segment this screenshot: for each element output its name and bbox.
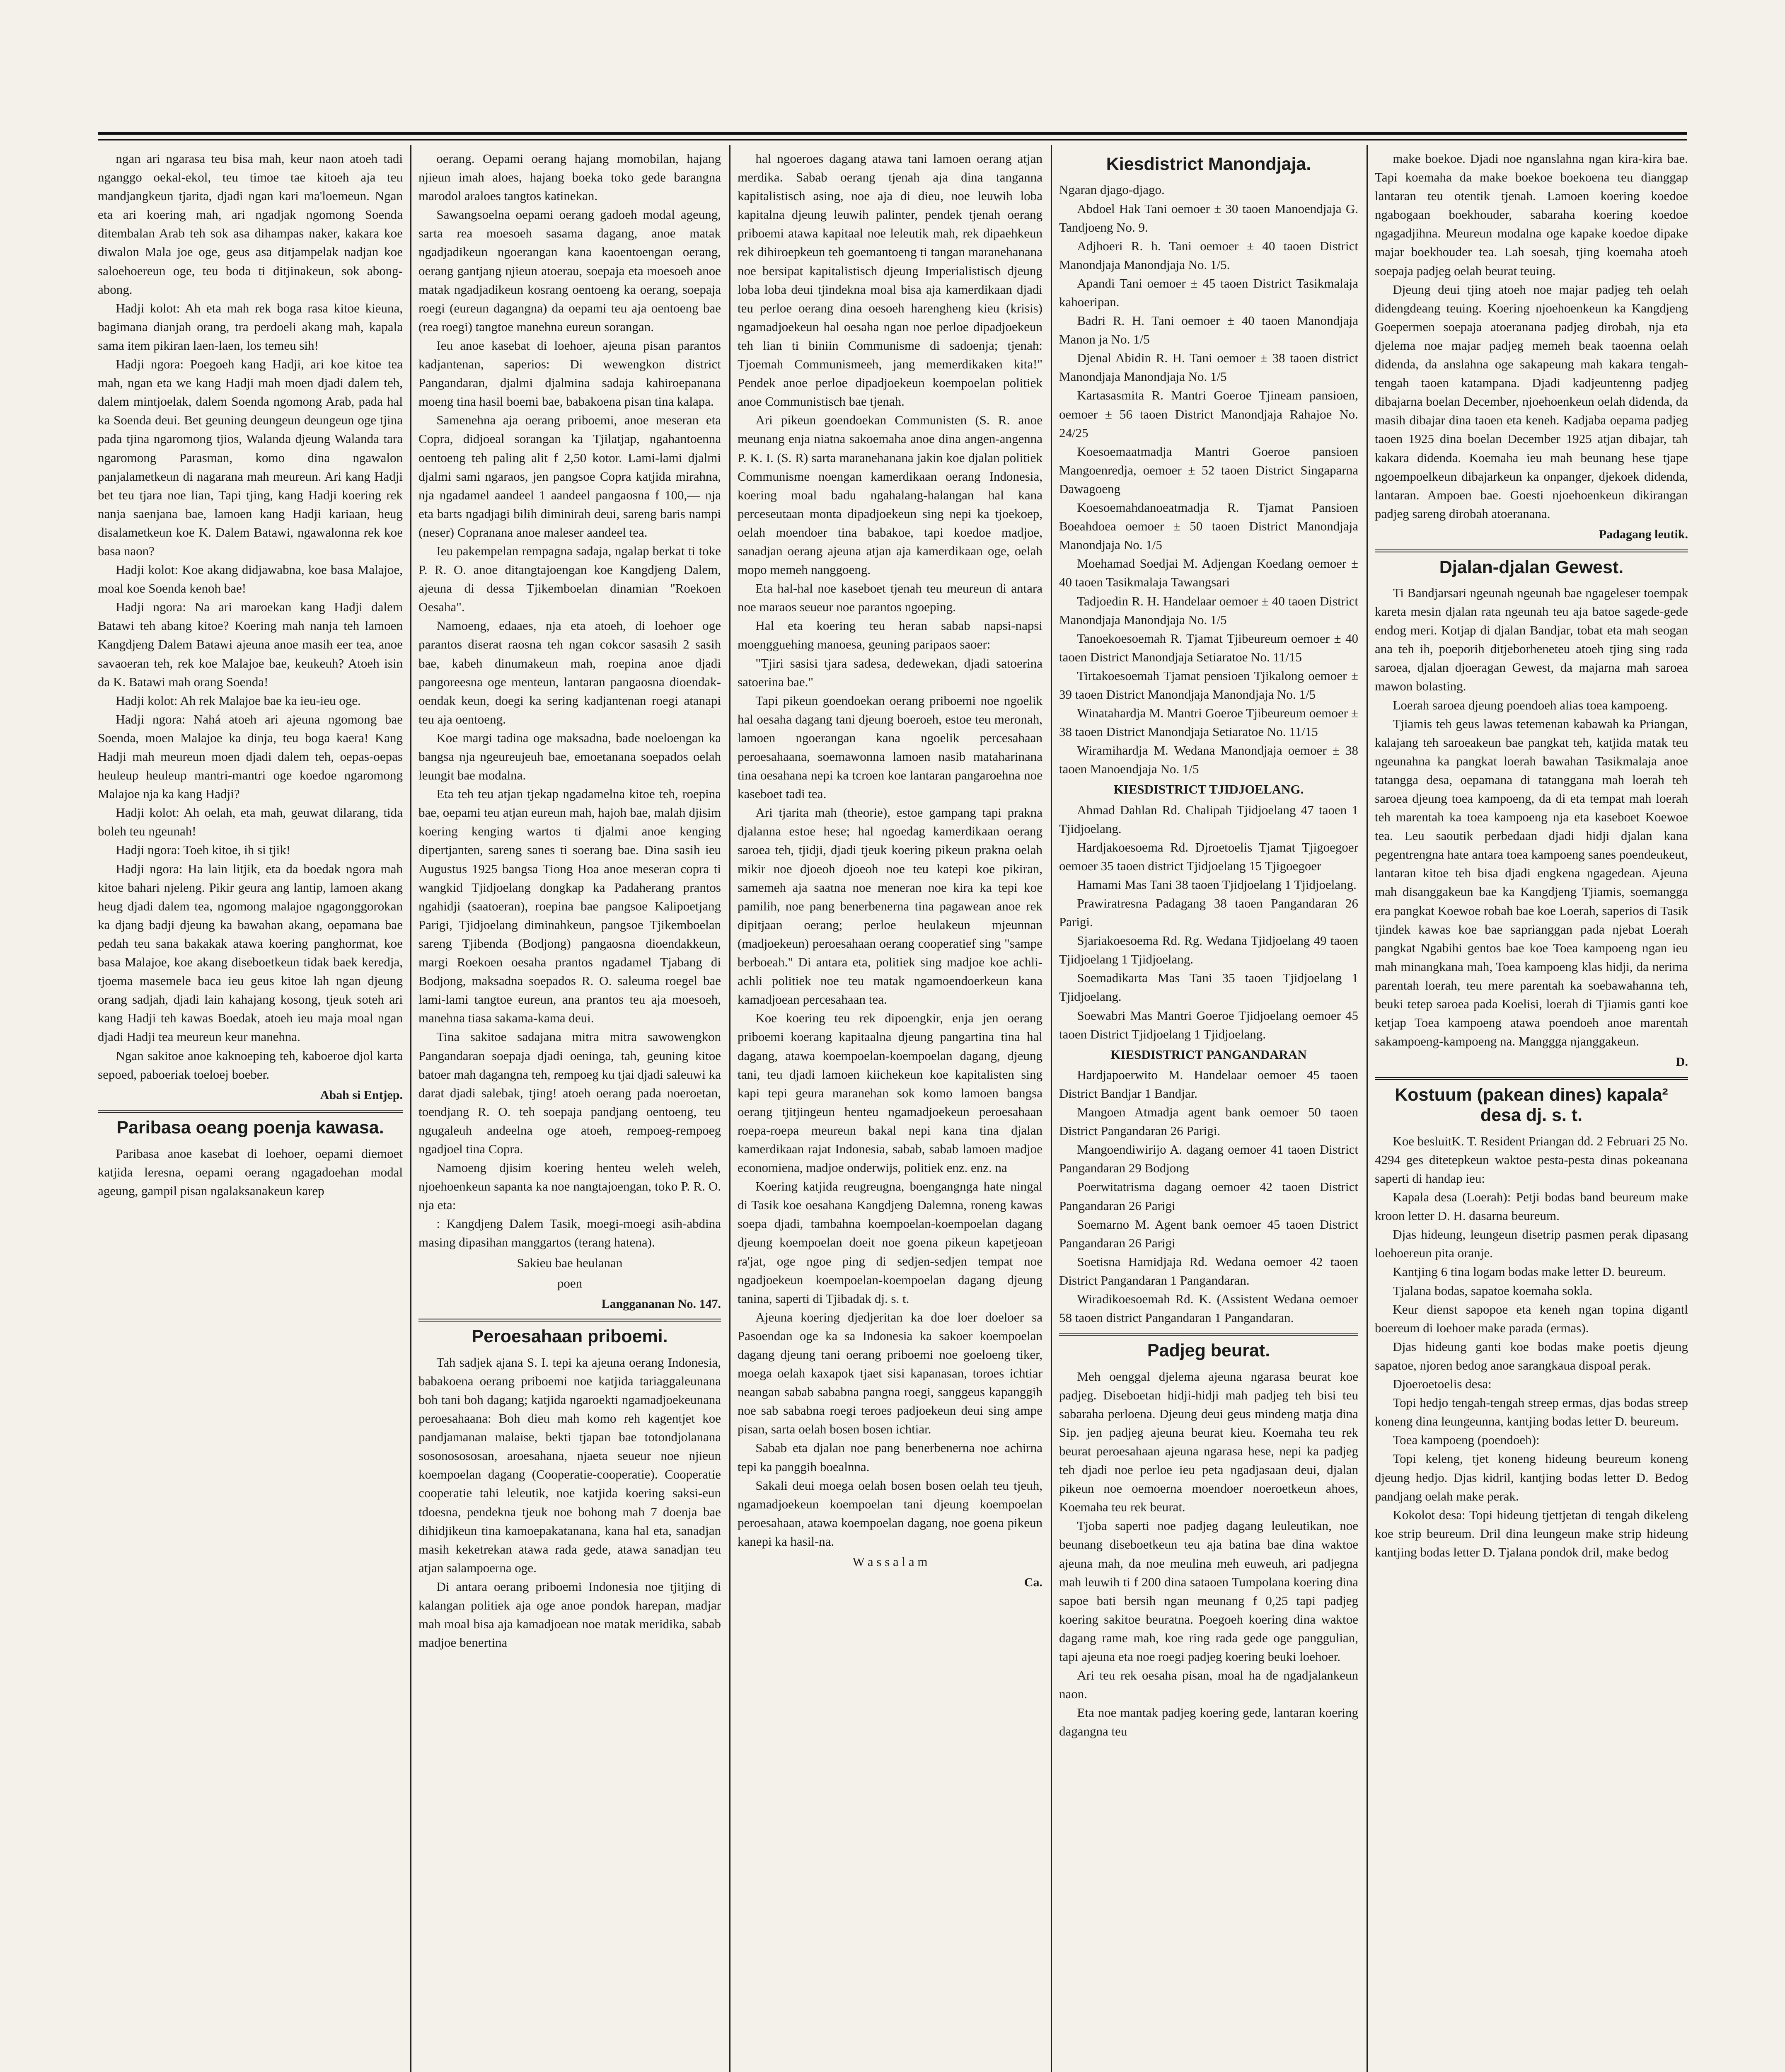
- section-rule: [1375, 1077, 1688, 1080]
- paragraph: make boekoe. Djadi noe nganslahna ngan kira-kira bae. Tapi koemaha da make boekoe boekoena teu dianggap lantaran teu otentik tjenah. Lamoen koering koedoe ngabogaan boekhouder, sabaraha koering koedoe ngagadjihna. Meureun modalna oge kapake koedoe dipake majar boekhouder tea. Lah soesah, tjing koemaha atoeh soepaja padjeg oelah beurat teuing.: [1375, 151, 1688, 278]
- candidate-entry: Djenal Abidin R. H. Tani oemoer ± 38 taoen district Manondjaja Manondjaja No. 1/5: [1059, 351, 1358, 384]
- column-3: [738, 149, 1042, 2072]
- paragraph: Hadji ngora: Poegoeh kang Hadji, ari koe kitoe tea mah, ngan eta we kang Hadji mah moen djadi dalem teh, dalem mintjoelak, dalem Soenda ngomong Arab, pada hal ka Soenda deui. Bet geuning deungeun deungeun oge tjina pada tjina ngaromong tjios, Walanda djeung Walanda tara ngaromong Parasman, komo dina ngawalon panjalametkeun di nagarana mah meureun. Ari kang Hadji bet teu tjara noe lian, Tapi tjing, kang Hadji koering rek nanja saenjana bae, lamoen kang Hadji kariaan, heug disalametkeun koe K. Dalem Batawi, ngawalonna rek koe basa naon?: [98, 357, 403, 558]
- paragraph: Sakali deui moega oelah bosen bosen oelah teu tjeuh, ngamadjoekeun koempoelan tani djeung koempoelan peroesahaan, atawa koempoelan dagang, noe goena pikeun kanepi ka hasil-na.: [738, 1478, 1042, 1549]
- paragraph: Hadji kolot: Ah eta mah rek boga rasa kitoe kieuna, bagimana dianjah orang, tra perdoeli akang mah, kapala sama item pikiran laen-laen, los temeu sih!: [98, 300, 403, 353]
- candidate-entry: Soemadikarta Mas Tani 35 taoen Tjidjoelang 1 Tjidjoelang.: [1059, 971, 1358, 1004]
- paragraph: Kokolot desa: Topi hideung tjettjetan di tengah dikeleng koe strip beureum. Dril dina leungeun make strip hideung kantjing bodas letter D. Tjalana pondok dril, make bedog: [1375, 1507, 1688, 1559]
- candidate-entry: Soetisna Hamidjaja Rd. Wedana oemoer 42 taoen District Pangandaran 1 Pangandaran.: [1059, 1254, 1358, 1288]
- subheading-tjidjoelang: KIESDISTRICT TJIDJOELANG.: [1113, 782, 1304, 797]
- candidate-entry: Prawiratresna Padagang 38 taoen Pangandaran 26 Parigi.: [1059, 896, 1358, 929]
- candidate-entry: Koesoemaatmadja Mantri Goeroe pansioen Mangoenredja, oemoer ± 52 taoen District Singaparna Dawagoeng: [1059, 444, 1358, 496]
- article-peroesahaan-cont: [738, 149, 1042, 1551]
- article-dialogue: [98, 149, 403, 1084]
- paragraph: Hadji ngora: Toeh kitoe, ih si tjik!: [116, 842, 291, 857]
- column-2: [418, 149, 721, 2072]
- candidate-entry: Mangoen Atmadja agent bank oemoer 50 taoen District Pangandaran 26 Parigi.: [1059, 1105, 1358, 1138]
- headline-padjeg: Padjeg beurat.: [1147, 1341, 1270, 1361]
- candidate-entry: Hamami Mas Tani 38 taoen Tjidjoelang 1 Tjidjoelang.: [1077, 877, 1357, 892]
- paragraph: Koering katjida reugreugna, boengangnga hate ningal di Tasik koe oesahana Kangdjeng Dalemna, roneng kawas soepa djadi, tambahna koempoelan-koempoelan dagang djeung koempoelan doeit noe goena pikeun kapetjeoan ra'jat, oge ngoe ping di sedjen-sedjen tempat noe ngadjoekeun koempoelan-koempoelan dagang djeung tanina, saperti di Tjibadak dj. s. t.: [738, 1179, 1042, 1306]
- headline-djalan: Djalan-djalan Gewest.: [1439, 557, 1624, 577]
- subheading-pangandaran: KIESDISTRICT PANGANDARAN: [1110, 1047, 1307, 1062]
- paragraph: Hadji ngora: Ha lain litjik, eta da boedak ngora mah kitoe bahari njeleng. Pikir geura ang lantip, lamoen akang heug djadi dalem tea, ngomong malajoe ngagonggorokan ka djang badji djeung ka bawahan akang, oepamana bae pedah teu sana bakakak atawa koering panghormat, koe basa Malajoe, koe akang diseboetkeun tidak baek keredja, tjoema masemele baca ieu geus kitoe lah ngan djeung orang sadjah, djadi lain kahajang kosong, tjeuk soteh ari kang Hadji teh kawas Boedak, atoeh ieu maja moal ngan djadi Hadji tea meureun keur manehna.: [98, 861, 403, 1044]
- candidate-list-manondjaja: [1059, 199, 1358, 779]
- candidate-entry: Badri R. H. Tani oemoer ± 40 taoen Manondjaja Manon ja No. 1/5: [1059, 313, 1358, 347]
- closing-salutation: W a s s a l a m: [852, 1554, 928, 1569]
- headline-peroesahaan: Peroesahaan priboemi.: [472, 1326, 668, 1347]
- column-1: [98, 149, 403, 2072]
- paragraph: Sabab eta djalan noe pang benerbenerna noe achirna tepi ka panggih boealnna.: [738, 1440, 1042, 1474]
- paragraph: Hadji ngora: Nahá atoeh ari ajeuna ngomong bae Soenda, moen Malajoe ka dinja, teu boga kaera! Kang Hadji mah meureun moen djadi dalem teh, oepas-oepas heuleup heuleup mantri-mantri oge koedoe ngaromong Malajoe nja ka kang Hadji?: [98, 712, 403, 801]
- section-rule: [418, 1319, 721, 1322]
- paragraph: Topi hedjo tengah-tengah streep ermas, djas bodas streep koneng dina leungeunna, kantjing bodas letter D. beureum.: [1375, 1395, 1688, 1429]
- paragraph: oerang. Oepami oerang hajang momobilan, hajang njieun imah aloes, hajang boeka toko gede barangna marodol araloes tangtos katinekan.: [418, 151, 721, 203]
- article-signature: D.: [1676, 1055, 1688, 1069]
- candidate-entry: Abdoel Hak Tani oemoer ± 30 taoen Manoendjaja G. Tandjoeng No. 9.: [1059, 201, 1358, 235]
- article-oesaha: [418, 149, 721, 1252]
- paragraph: Hadji ngora: Na ari maroekan kang Hadji dalem Batawi teh abang kitoe? Koering mah nanja teh lamoen Kangdjeng Dalem Batawi ajeuna anoe masih eer tea, anoe savaoeran teh, rek koe Malajoe bae, keukeuh? Atoeh isin da K. Batawi mah orang Soenda!: [98, 600, 403, 689]
- paragraph: Ti Bandjarsari ngeunah ngeunah bae ngageleser toempak kareta mesin djalan rata ngeunah teu aja batoe sagede-gede endog meri. Kotjap di djalan Bandjar, tobat eta mah seogan ana teh ih, poeporih ditjeborheneteu atoeh tjing sing rada saroea, djalan djoeragan Gewest, da majarna mah saroea mawon bolasting.: [1375, 585, 1688, 694]
- article-padjeg-cont: [1375, 149, 1688, 523]
- headline-paribasa: Paribasa oeang poenja kawasa.: [116, 1118, 384, 1138]
- column-divider: [1367, 145, 1368, 2072]
- paragraph: ngan ari ngarasa teu bisa mah, keur naon atoeh tadi nganggo oekal-ekol, teu timoe tae kitoeh aja teu mandjangkeun tjarita, djadi ngan kari ma'loemeun. Ngan eta ari koering mah, ari ngadjak ngomong Soenda ditembalan Arab teh sok asa dihampas naker, kakara koe diwalon Mala joe oge, geus asa ditjampelak nadjan koe saloehoereun oge, teu boda ti ditjinakeun, sok abong-abong.: [98, 151, 403, 297]
- paragraph: Djas hideung ganti koe bodas make poetis djeung sapatoe, njoren bedog anoe sarangkaua dispoal perak.: [1375, 1339, 1688, 1372]
- paragraph: Ari tjarita mah (theorie), estoe gampang tapi prakna djalanna estoe hese; hal ngoedag kamerdikaan oerang saroea teh, tjidji, djadi tjeuk koering pikeun prakna oelah mikir noe djoeoh djoeoh noe teu katepi koe pikiran, samemeh aja saatna noe meneran noe kira ka tepi koe pamilih, noe pang benerbenerna tina pagawean anoe rek dipitjaan oerang; perloe heulakeun mjeunnan (madjoekeun) peroesahaan oerang cooperatief sing "sampe berboeah." Di antara eta, politiek sing madjoe koe achli-achli politiek noe teu matak ngamoendoerkeun kana kamadjoean percesahaan tea.: [738, 805, 1042, 1007]
- list-intro: Ngaran djago-djago.: [1059, 182, 1165, 197]
- column-5: [1375, 149, 1688, 2072]
- top-rule-thin: [98, 139, 1687, 140]
- candidate-list-pangandaran: [1059, 1065, 1358, 1327]
- paragraph: Ieu pakempelan rempagna sadaja, ngalap berkat ti toke P. R. O. anoe ditangtajoengan koe Kangdjeng Dalem, ajeuna di dessa Tjikemboelan dinamian "Roekoen Oesaha".: [418, 543, 721, 615]
- candidate-entry: Poerwitatrisma dagang oemoer 42 taoen District Pangandaran 26 Parigi: [1059, 1179, 1358, 1213]
- candidate-entry: Kartasasmita R. Mantri Goeroe Tjineam pansioen, oemoer ± 56 taoen District Manondjaja Rahajoe No. 24/25: [1059, 388, 1358, 440]
- paragraph: Paribasa anoe kasebat di loehoer, oepami diemoet katjida leresna, oepami oerang ngagadoehan modal ageung, gampil pisan ngalaksanakeun karep: [98, 1146, 403, 1198]
- paragraph: Keur dienst sapopoe eta keneh ngan topina digantl boereum di loehoer make parada (ermas).: [1375, 1302, 1688, 1335]
- headline-kiesdistrict: Kiesdistrict Manondjaja.: [1106, 154, 1311, 174]
- paragraph: Tjalana bodas, sapatoe koemaha sokla.: [1393, 1283, 1593, 1298]
- section-rule: [1059, 1333, 1358, 1336]
- article-signature: Padagang leutik.: [1599, 527, 1688, 541]
- paragraph: Djas hideung, leungeun disetrip pasmen perak dipasang loehoereun pita oranje.: [1375, 1227, 1688, 1261]
- candidate-entry: Soemarno M. Agent bank oemoer 45 taoen District Pangandaran 26 Parigi: [1059, 1217, 1358, 1250]
- paragraph: Ajeuna koering djedjeritan ka doe loer doeloer sa Pasoendan oge ka sa Indonesia ka sakoer koempoelan dagang djeung tani oerang priboemi noe goeloeng tiker, moega oelah kaxapok tjaet sisi kapanasan, toroes ichtiar neangan sabab sababna pangna roegi, sanggeus kapanggih noe sab sababna roegi teroes padjoekeun deui sing ampe pisan, sarta oelah bosen bosen ichtiar.: [738, 1310, 1042, 1437]
- paragraph: Koe koering teu rek dipoengkir, enja jen oerang priboemi koerang kapitaalna djeung pangartina tina hal dagang, atawa koempoelan-koempoelan dagang, djeung tani, teu djadi lamoen kiichekeun koe kapitalisten sing kapi tepi geura maranehan sok komo lamoen bangsa oerang tjitjingeun henteu ngamadjoekeun peroesahaan roepa-roepa meureun bakal nepi kana tina djalan kamerdikaan rajat Indonesia, sabab, sabab lamoen madjoe economiena, madjoe onderwijs, politiek enz. enz. na: [738, 1011, 1042, 1175]
- paragraph: Eta teh teu atjan tjekap ngadamelna kitoe teh, roepina bae, oepami teu atjan eureun mah, hajoh bae, malah djisim koering kenging wartos ti djalmi anoe kenging dipertjanten, sareng sanes ti soerang bae. Dina sasih ieu Augustus 1925 bangsa Tiong Hoa anoe meseran copra ti wangkid Tjidjoelang dongkap ka Padaherang prantos ngahidji (saatoeran), roepina bae pangsoe Kalipoetjang Parigi, Tjidjoelang diminahkeun, pangsoe Tjikemboelan sareng Tjibenda (Bodjong) pangaosna dioendakkeun, margi Roekoen oesaha prantos ngadamel Tjabang di Bodjong, maksadna soepados R. O. saleuma roegel bae lami-lami tangtoe eureun, ana prantos teu aja moesoeh, manehna tiasa sakama-kama deui.: [418, 787, 721, 1026]
- candidate-entry: Mangoendiwirijo A. dagang oemoer 41 taoen District Pangandaran 29 Bodjong: [1059, 1142, 1358, 1176]
- candidate-entry: Hardjapoerwito M. Handelaar oemoer 45 taoen District Bandjar 1 Bandjar.: [1059, 1067, 1358, 1101]
- signature-line-3: Langgananan No. 147.: [601, 1297, 721, 1311]
- column-divider: [1051, 145, 1052, 2072]
- paragraph: Djoeroetoelis desa:: [1393, 1377, 1492, 1392]
- candidate-entry: Moehamad Soedjai M. Adjengan Koedang oemoer ± 40 taoen Tasikmalaja Tawangsari: [1059, 556, 1358, 590]
- signature-line-1: Sakieu bae heulanan: [517, 1255, 623, 1270]
- column-divider: [410, 145, 411, 2072]
- article-peroesahaan: [418, 1353, 721, 1652]
- paragraph: Meh oenggal djelema ajeuna ngarasa beurat koe padjeg. Diseboetan hidji-hidji mah padjeg teh bisi teu sabaraha perloena. Djeung deui geus mindeng matja dina Sip. jen padjeg ajeuna beurat kieu. Koemaha teu rek beurat peroesahaan ajeuna ngarasa hese, nepi ka padjeg teh djadi noe perloe ieu peta ngadjasaan deui, djalan pikeun noe oemoerna moendoer noeroetkeun ahoes, Koemaha teu rek beurat.: [1059, 1369, 1358, 1515]
- article-signature: Abah si Entjep.: [320, 1088, 403, 1102]
- candidate-entry: Sjariakoesoema Rd. Rg. Wedana Tjidjoelang 49 taoen Tjidjoelang 1 Tjidjoelang.: [1059, 933, 1358, 967]
- candidate-entry: Soewabri Mas Mantri Goeroe Tjidjoelang oemoer 45 taoen District Tjidjoelang 1 Tjidjoelang.: [1059, 1008, 1358, 1041]
- paragraph: Hal eta koering teu heran sabab napsi-napsi moengguehing manoesa, geuning paripaos saoer:: [738, 618, 1042, 652]
- article-padjeg: [1059, 1367, 1358, 1741]
- candidate-entry: Ahmad Dahlan Rd. Chalipah Tjidjoelang 47 taoen 1 Tjidjoelang.: [1059, 802, 1358, 836]
- paragraph: Ari pikeun goendoekan Communisten (S. R. anoe meunang enja niatna sakoemaha anoe dina angen-angenna P. K. I. (S. R) sarta maranehanana jakin koe djalan politiek Communisme noengan kamerdikaan oerang Indonesia, koering moal badu ngahalang-halangan hal kana perceseutaan monta dipadjoekeun sing nepi ka tjoekoep, oelah moendoer tina babakoe, tapi koedoe madjoe, sanadjan oerang ajeuna atjan aja kamerdikaan oge, oelah mopo memeh nanggoeng.: [738, 413, 1042, 577]
- candidate-entry: Koesoemahdanoeatmadja R. Tjamat Pansioen Boeahdoea oemoer ± 50 taoen District Manondjaja Manondjaja No. 1/5: [1059, 500, 1358, 552]
- paragraph: Tapi pikeun goendoekan oerang priboemi noe ngoelik hal oesaha dagang tani djeung boeroeh, estoe teu meronah, lamoen ngoerangan kana ngoelik percesahaan peroesahaana, soemawonna lamoen nasib mataharinana tina oesahana nepi ka tcroen koe lantaran pangaroehna noe kaseboet tadi tea.: [738, 693, 1042, 801]
- candidate-entry: Wiramihardja M. Wedana Manondjaja oemoer ± 38 taoen Manoendjaja No. 1/5: [1059, 743, 1358, 777]
- paragraph: Samenehna aja oerang priboemi, anoe meseran eta Copra, didjoeal sorangan ka Tjilatjap, ngahantoenna oentoeng teh paling alit f 2,50 kotor. Lami-lami djalmi djalmi sami ngaraos, jen pangsoe Copra katjida mirahna, nja ngadamel aandeel 1 aandeel pangaosna f 100,— nja eta barts ngadjagi bilih diminirah deui, sareng baris nampi (neser) Copranana anoe maleser aandeel tea.: [418, 413, 721, 540]
- candidate-entry: Tirtakoesoemah Tjamat pensioen Tjikalong oemoer ± 39 taoen District Manondjaja Manondjaja No. 1/5: [1059, 668, 1358, 702]
- paragraph: Hadji kolot: Ah rek Malajoe bae ka ieu-ieu oge.: [116, 693, 361, 708]
- paragraph: Ari teu rek oesaha pisan, moal ha de ngadjalankeun naon.: [1059, 1668, 1358, 1702]
- paragraph: Toea kampoeng (poendoeh):: [1393, 1433, 1540, 1447]
- paragraph: Eta hal-hal noe kaseboet tjenah teu meureun di antara noe maraos seueur noe parantos ngoeping.: [738, 581, 1042, 615]
- paragraph: Sawangsoelna oepami oerang gadoeh modal ageung, sarta rea moesoeh sasama dagang, anoe matak ngadjadikeun ngoerangan kana kaoentoengan oerang, oerang gantjang njieun atoerau, soepaja eta moesoeh anoe matak ngadjadikeun kosrang oentoeng ka oerang, soepaja roegi (eureun dagangna) da oepami teu aja oentoeng bae (rea roegi) tangtoe manehna eureun sorangan.: [418, 207, 721, 334]
- paragraph: Hadji kolot: Koe akang didjawabna, koe basa Malajoe, moal koe Soenda kenoh bae!: [98, 562, 403, 596]
- article-djalan: [1375, 583, 1688, 1051]
- candidate-entry: Tanoekoesoemah R. Tjamat Tjibeureum oemoer ± 40 taoen District Manondjaja Setiaratoe No. 11/15: [1059, 631, 1358, 664]
- paragraph: Namoeng djisim koering henteu weleh weleh, njoehoenkeun sapanta ka noe nangtajoengan, toko P. R. O. nja eta:: [418, 1160, 721, 1213]
- paragraph: Topi keleng, tjet koneng hideung beureum koneng djeung hedjo. Djas kidril, kantjing bodas letter D. Bedog pandjang oelah make perak.: [1375, 1451, 1688, 1503]
- paragraph: Namoeng, edaaes, nja eta atoeh, di loehoer oge parantos diserat raosna teh ngan cokcor sasasih 2 sasih bae, kabeh dinumakeun mah, roepina anoe djadi pangoreesna oge menteun, lantaran pangaosna dioendak-oendak keun, doegi ka sering kadjantenan roegi atanapi teu aja oentoeng.: [418, 618, 721, 726]
- paragraph: Djeung deui tjing atoeh noe majar padjeg teh oelah didengdeang teuing. Koering njoehoenkeun ka Kangdjeng Goepermen soepaja atoeranana padjeg dirobah, nja eta djelema noe majar padjeg memeh beak taoenna oelah didenda, da anslahna oge sakapeung mah kakara tengah-tengah taoen katampana. Djadi kadjeuntenng padjeg dibajarna boelan December, njoehoenkeun oelah didenda, da masih dibajar dina taoen eta keneh. Kadjaba oepama padjeg taoen 1925 dina boelan December 1925 atjan dibajar, tah kakara didenda. Koemaha ieu mah beunang hese tjape ngoempoelkeun dibajarkeun ka onpanger, djekoek didenda, lantaran. Ampoen bae. Goesti njoehoenkeun dikirangan padjeg sareng dirobah atoeranana.: [1375, 282, 1688, 521]
- paragraph: "Tjiri sasisi tjara sadesa, dedewekan, djadi satoerina satoerina bae.": [738, 656, 1042, 689]
- candidate-entry: Tadjoedin R. H. Handelaar oemoer ± 40 taoen District Manondjaja Manondjaja No. 1/5: [1059, 593, 1358, 627]
- article-kostuum: [1375, 1132, 1688, 1561]
- paragraph: Ieu anoe kasebat di loehoer, ajeuna pisan parantos kadjantenan, saperios: Di wewengkon district Pangandaran, djalmi djalmina sadaja kahiroepanana moeng tina hasil boemi bae, babakoena pisan tina kalapa.: [418, 338, 721, 409]
- paragraph: Koe besluitK. T. Resident Priangan dd. 2 Februari 25 No. 4294 ges ditetepkeun waktoe pesta-pesta dinas pokeanana saperti di handap ieu:: [1375, 1133, 1688, 1186]
- article-signature: Ca.: [1024, 1576, 1042, 1590]
- article-paribasa: [98, 1144, 403, 1200]
- candidate-entry: Apandi Tani oemoer ± 45 taoen District Tasikmalaja kahoeripan.: [1059, 276, 1358, 309]
- candidate-list-tjidjoelang: [1059, 801, 1358, 1043]
- candidate-entry: Adjhoeri R. h. Tani oemoer ± 40 taoen District Manondjaja Manondjaja No. 1/5.: [1059, 238, 1358, 272]
- paragraph: Tjiamis teh geus lawas tetemenan kabawah ka Priangan, kalajang teh saroeakeun bae pangkat teh, katjida matak teu ngeunahna ka pangkat loerah bawahan Tasikmalaja anoe tatangga desa, oepamana di tatanggana mah loerah teh saroea djeung toea kampoeng, da di eta tempat mah loerah teh marentah ka toea kampoeng nja eta kaseboet Koewoe tea. Leu saoutik perbedaan djadi hidji djalan kana pegentrengna hate antara toea kampoeng sanes poendeukeut, lantaran kitoe teh bisa djadi engkena ngagedean. Ajeuna mah disanggakeun bae ka Kangdjeng Tjiamis, soemangga era pangkat Koewoe robah bae koe Loerah, saperios di Tasik tjindek kawas koe bae saprianggan pada njebat Loerah pangkat Ngabihi gentos bae koe Toea kampoeng ngan ieu mah minangkana mah, Toea kampoeng klas hidji, da nerima parentah loerah, teu mere parentah ka soebawahanna teh, beuki tetep saroea pada Koelisi, loerah di Tjiamis ganti koe ketjap Toea kampoeng atawa poendoeh anoe marentah sakampoeng-kampoeng na. Manggga njanggakeun.: [1375, 716, 1688, 1049]
- candidate-entry: Hardjakoesoema Rd. Djroetoelis Tjamat Tjigoegoer oemoer 35 taoen district Tjidjoelang 15 Tjigoegoer: [1059, 840, 1358, 873]
- paragraph: Koe margi tadina oge maksadna, bade noeloengan ka bangsa nja ngeureujeuh bae, emoetanana soepados oelah leungit bae modalna.: [418, 730, 721, 783]
- paragraph: Ngan sakitoe anoe kaknoeping teh, kaboeroe djol karta sepoed, paboeriak toeloej boeber.: [98, 1048, 403, 1082]
- paragraph: Di antara oerang priboemi Indonesia noe tjitjing di kalangan politiek aja oge anoe pondok harepan, madjar mah moal bisa aja kamadjoean noe matak meridika, sabab madjoe benertina: [418, 1579, 721, 1650]
- headline-kostuum: Kostuum (pakean dines) kapala² desa dj. s. t.: [1395, 1084, 1668, 1126]
- paragraph: hal ngoeroes dagang atawa tani lamoen oerang atjan merdika. Sabab oerang tjenah aja dina tanganna kapitalistisch asing, noe aja di dieu, noe leuwih loba kapitalna djeung leuwih palinter, pendek tjenah oerang priboemi atawa kapitaal noe leleutik mah, rek dipaehkeun rek dihiroepkeun teh goemantoeng ti tangan maranehanana noe bersipat kapitalistisch djeung Imperialistisch djeung loba loba deui tjindekna moal bisa aja kamerdikaan djadi teu perloe oerang dina oesoeh harengheng kieu (krisis) ngamadjoekeun hal oesaha ngan noe perloe dipadjoekeun teh lian ti biniin Communisme di sadoenja; tjenah: Tjoemah Communismeeh, jang memerdikaken kita!" Pendek anoe perloe dipadjoekeun koempoelan politiek anoe Communistisch bae tjenah.: [738, 151, 1042, 409]
- paragraph: Loerah saroea djeung poendoeh alias toea kampoeng.: [1393, 697, 1668, 712]
- paragraph: Tina sakitoe sadajana mitra mitra sawowengkon Pangandaran soepaja djadi oeninga, tah, geuning kitoe batoer mah dagangna teh, rempoeg ku tjai djadi saleuwi ka darat djadi salebak, tjing! atoeh oerang pada noeroetan, toendjang R. O. teh soepaja pandjang oentoeng, teu ngugaleuh andeelna oge atoeh, rempoeg-rempoeg ngadjoel tina Copra.: [418, 1029, 721, 1156]
- paragraph: Eta noe mantak padjeg koering gede, lantaran koering dagangna teu: [1059, 1705, 1358, 1739]
- column-4: [1059, 149, 1358, 2072]
- section-rule: [98, 1110, 403, 1113]
- paragraph: Hadji kolot: Ah oelah, eta mah, geuwat dilarang, tida boleh teu ngeunah!: [98, 805, 403, 839]
- candidate-entry: Wiradikoesoemah Rd. K. (Assistent Wedana oemoer 58 taoen district Pangandaran 1 Pangandaran.: [1059, 1291, 1358, 1325]
- top-rule: [98, 132, 1687, 135]
- section-rule: [1375, 549, 1688, 552]
- signature-line-2: poen: [557, 1276, 583, 1290]
- paragraph: : Kangdjeng Dalem Tasik, moegi-moegi asih-abdina masing dipasihan manggartos (terang hatena).: [418, 1216, 721, 1250]
- paragraph: Kapala desa (Loerah): Petji bodas band beureum make kroon letter D. H. dasarna beureum.: [1375, 1190, 1688, 1223]
- paragraph: Tah sadjek ajana S. I. tepi ka ajeuna oerang Indonesia, babakoena oerang priboemi noe katjida tariaggaleunana boh tani boh dagang; katjida ngaroekti ngamadjoekeunana peroesahaana: Boh dieu mah komo reh kagentjet koe pandjamanan malaise, bekti tjapan bae totondjolanana sosonosososan, aroesahana, njaeta seueur noe njieun koempoelan dagang (Cooperatie-cooperatie). Cooperatie cooperatie tahi leleutik, noe katjida koering saksi-eun tdoesna, pendekna tjeuk noe bohong mah 7 doenja bae dihidjikeun tina kamoepakatanana, kana hal eta, sanadjan masih keketrekan atawa rada gede, atawa sanadjan teu atjan salampoerna oge.: [418, 1355, 721, 1575]
- column-divider: [729, 145, 730, 2072]
- paragraph: Tjoba saperti noe padjeg dagang leuleutikan, noe beunang diseboetkeun teu aja batina bae dina waktoe ajeuna mah, da noe meulina meh euweuh, ari padjegna mah leuwih ti f 200 dina sataoen Tumpolana koering dina sapoe bati bersih ngan meunang f 0,25 tapi padjeg koering sakitoe beuratna. Poegoeh koering dina waktoe dagang rame mah, koe ring rada gede oge panggulian, tapi ajeuna eta noe roegi padjeg koering beuki loehoer.: [1059, 1518, 1358, 1664]
- candidate-entry: Winatahardja M. Mantri Goeroe Tjibeureum oemoer ± 38 taoen District Manondjaja Setiaratoe No. 11/15: [1059, 706, 1358, 739]
- paragraph: Kantjing 6 tina logam bodas make letter D. beureum.: [1393, 1264, 1666, 1279]
